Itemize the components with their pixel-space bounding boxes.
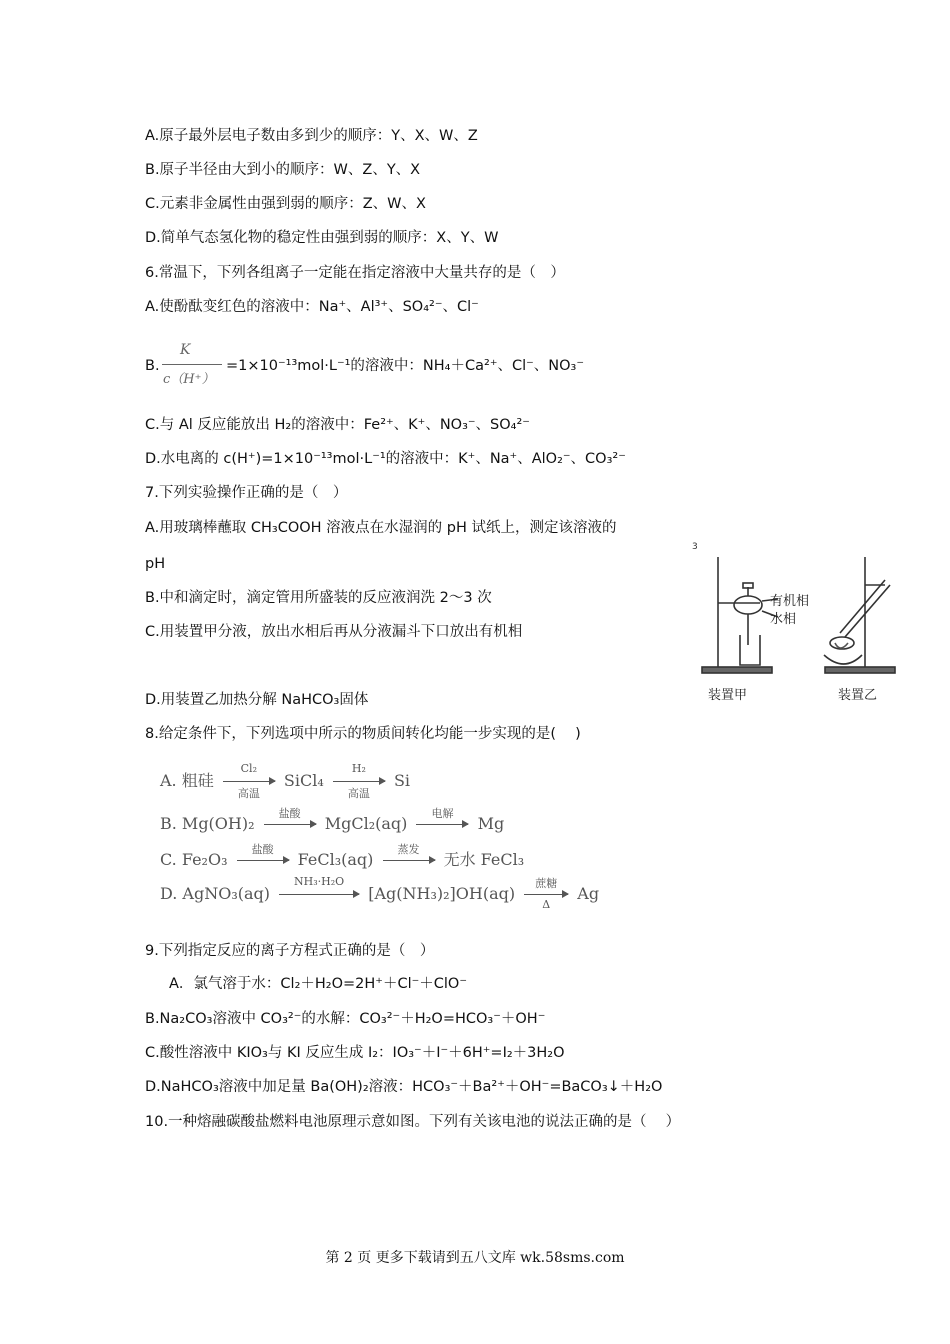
intermediate: MgCl₂(aq) (324, 814, 408, 833)
reaction-arrow: 电解 (416, 824, 468, 825)
reaction-arrow: 蔗糖 Δ (524, 894, 568, 895)
figure-side-mark: 3 (692, 542, 698, 552)
fraction-denominator: c（H⁺） (163, 372, 215, 387)
reaction-arrow: 盐酸 (264, 824, 316, 825)
reactant: A. 粗硅 (160, 771, 214, 790)
q7-option-a-line2: pH (145, 556, 166, 572)
q5-option-d: D.简单气态氢化物的稳定性由强到弱的顺序：X、Y、W (145, 230, 499, 246)
q6-option-b: =1×10⁻¹³mol·L⁻¹的溶液中：NH₄＋Ca²⁺、Cl⁻、NO₃⁻ (226, 358, 585, 374)
q8-option-a (160, 762, 411, 800)
reaction-arrow: H₂ 高温 (333, 781, 385, 782)
q9-option-d: D.NaHCO₃溶液中加足量 Ba(OH)₂溶液：HCO₃⁻＋Ba²⁺＋OH⁻=BaCO₃↓＋H₂O (145, 1079, 663, 1095)
q7-option-b: B.中和滴定时，滴定管用所盛装的反应液润洗 2～3 次 (145, 590, 492, 606)
q9-option-b: B.Na₂CO₃溶液中 CO₃²⁻的水解：CO₃²⁻＋H₂O=HCO₃⁻＋OH⁻ (145, 1011, 546, 1027)
q9-option-c: C.酸性溶液中 KIO₃与 KI 反应生成 I₂：IO₃⁻＋I⁻＋6H⁺=I₂＋3H₂O (145, 1045, 565, 1061)
reaction-arrow: NH₃·H₂O (279, 894, 359, 895)
q6-option-b-prefix: B. (145, 358, 160, 374)
page-footer: 第 2 页 更多下载请到五八文库 wk.58sms.com (325, 1250, 625, 1266)
reaction-arrow: Cl₂ 高温 (223, 781, 275, 782)
apparatus-figure (690, 525, 930, 710)
fraction-bar (162, 364, 222, 365)
reaction-arrow: 盐酸 (237, 860, 289, 861)
reactant: C. Fe₂O₃ (160, 850, 228, 869)
q7-option-c: C.用装置甲分液，放出水相后再从分液漏斗下口放出有机相 (145, 624, 523, 640)
question-8: 8.给定条件下，下列选项中所示的物质间转化均能一步实现的是( ) (145, 726, 581, 742)
caption-apparatus-yi: 装置乙 (838, 688, 878, 703)
q6-option-a: A.使酚酞变红色的溶液中：Na⁺、Al³⁺、SO₄²⁻、Cl⁻ (145, 299, 479, 315)
reactant: D. AgNO₃(aq) (160, 884, 271, 903)
intermediate: FeCl₃(aq) (297, 850, 374, 869)
fraction-numerator: K (180, 342, 191, 358)
product: Mg (477, 814, 505, 833)
q7-option-d: D.用装置乙加热分解 NaHCO₃固体 (145, 692, 369, 708)
q8-option-d (160, 875, 600, 911)
caption-apparatus-jia: 装置甲 (708, 688, 748, 703)
label-water-phase: 水相 (770, 612, 797, 627)
q6-option-c: C.与 Al 反应能放出 H₂的溶液中：Fe²⁺、K⁺、NO₃⁻、SO₄²⁻ (145, 417, 530, 433)
question-9: 9.下列指定反应的离子方程式正确的是（ ） (145, 943, 435, 959)
q9-option-a: A．氯气溶于水：Cl₂＋H₂O=2H⁺＋Cl⁻＋ClO⁻ (169, 976, 467, 992)
q5-option-a: A.原子最外层电子数由多到少的顺序：Y、X、W、Z (145, 128, 478, 144)
product: Ag (577, 884, 600, 903)
q7-option-a-line1: A.用玻璃棒蘸取 CH₃COOH 溶液点在水湿润的 pH 试纸上，测定该溶液的 (145, 520, 617, 536)
q8-option-c (160, 843, 525, 870)
reaction-arrow: 蒸发 (383, 860, 435, 861)
intermediate: SiCl₄ (283, 771, 324, 790)
q5-option-b: B.原子半径由大到小的顺序：W、Z、Y、X (145, 162, 421, 178)
product: Si (393, 771, 411, 790)
intermediate: [Ag(NH₃)₂]OH(aq) (368, 884, 516, 903)
q6-kw-fraction (160, 342, 224, 388)
question-6: 6.常温下，下列各组离子一定能在指定溶液中大量共存的是（ ） (145, 265, 565, 281)
apparatus-drawing (690, 525, 930, 710)
q5-option-c: C.元素非金属性由强到弱的顺序：Z、W、X (145, 196, 426, 212)
question-10: 10.一种熔融碳酸盐燃料电池原理示意如图。下列有关该电池的说法正确的是（ ） (145, 1114, 681, 1130)
product: 无水 FeCl₃ (443, 850, 525, 869)
q6-option-d: D.水电离的 c(H⁺)=1×10⁻¹³mol·L⁻¹的溶液中：K⁺、Na⁺、AlO₂⁻、CO₃²⁻ (145, 451, 626, 467)
reactant: B. Mg(OH)₂ (160, 814, 255, 833)
q8-option-b (160, 807, 505, 833)
question-7: 7.下列实验操作正确的是（ ） (145, 485, 348, 501)
label-organic-phase: 有机相 (770, 594, 810, 609)
